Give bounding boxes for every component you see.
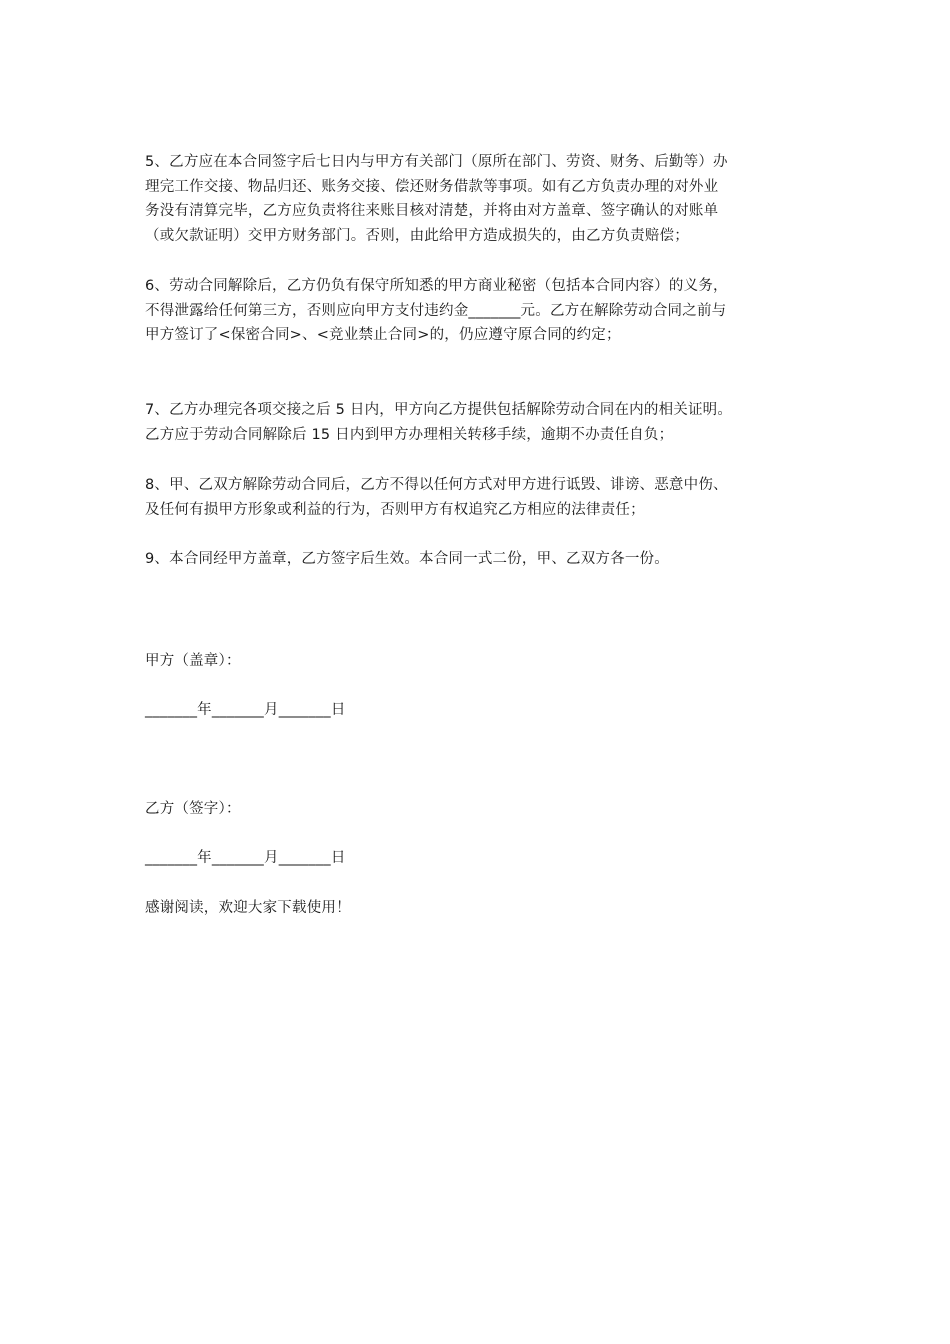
party-b-label: 乙方（签字）： — [145, 801, 241, 817]
clause-line: 5、乙方应在本合同签字后七日内与甲方有关部门（原所在部门、劳资、财务、后勤等）办 — [145, 154, 728, 170]
clause-line: 及任何有损甲方形象或利益的行为，否则甲方有权追究乙方相应的法律责任； — [145, 501, 645, 518]
closing-text: 感谢阅读，欢迎大家下载使用！ — [145, 900, 351, 916]
clause-line: 务没有清算完毕，乙方应负责将往来账目核对清楚，并将由对方盖章、签字确认的对账单 — [145, 203, 719, 219]
party-a-label: 甲方（盖章）： — [145, 653, 241, 669]
party-b-signature-label — [145, 797, 813, 822]
clause-6 — [145, 274, 813, 348]
clause-line: 乙方应于劳动合同解除后 15 日内到甲方办理相关转移手续，逾期不办责任自负； — [145, 426, 674, 443]
party-a-date-line — [145, 698, 813, 723]
party-a-signature-label — [145, 649, 813, 674]
clause-5 — [145, 150, 813, 248]
party-b-date: _______年_______月_______日 — [145, 850, 346, 866]
clause-line: 7、乙方办理完各项交接之后 5 日内，甲方向乙方提供包括解除劳动合同在内的相关证明。 — [145, 402, 733, 418]
closing-note — [145, 896, 813, 921]
clause-8 — [145, 473, 813, 522]
clause-7 — [145, 398, 813, 447]
party-a-date: _______年_______月_______日 — [145, 702, 346, 718]
clause-line: 不得泄露给任何第三方，否则应向甲方支付违约金_______元。乙方在解除劳动合同之前与 — [145, 302, 727, 319]
clause-line: （或欠款证明）交甲方财务部门。否则，由此给甲方造成损失的，由乙方负责赔偿； — [145, 227, 689, 244]
clause-line: 8、甲、乙双方解除劳动合同后，乙方不得以任何方式对甲方进行诋毁、诽谤、恶意中伤、 — [145, 477, 728, 493]
clause-line: 6、劳动合同解除后，乙方仍负有保守所知悉的甲方商业秘密（包括本合同内容）的义务， — [145, 278, 728, 294]
party-b-date-line — [145, 846, 813, 871]
clause-9 — [145, 547, 813, 572]
clause-line: 甲方签订了<保密合同>、<竞业禁止合同>的，仍应遵守原合同的约定； — [145, 327, 621, 343]
clause-line: 理完工作交接、物品归还、账务交接、偿还财务借款等事项。如有乙方负责办理的对外业 — [145, 178, 719, 195]
clause-line: 9、本合同经甲方盖章，乙方签字后生效。本合同一式二份，甲、乙双方各一份。 — [145, 551, 669, 567]
